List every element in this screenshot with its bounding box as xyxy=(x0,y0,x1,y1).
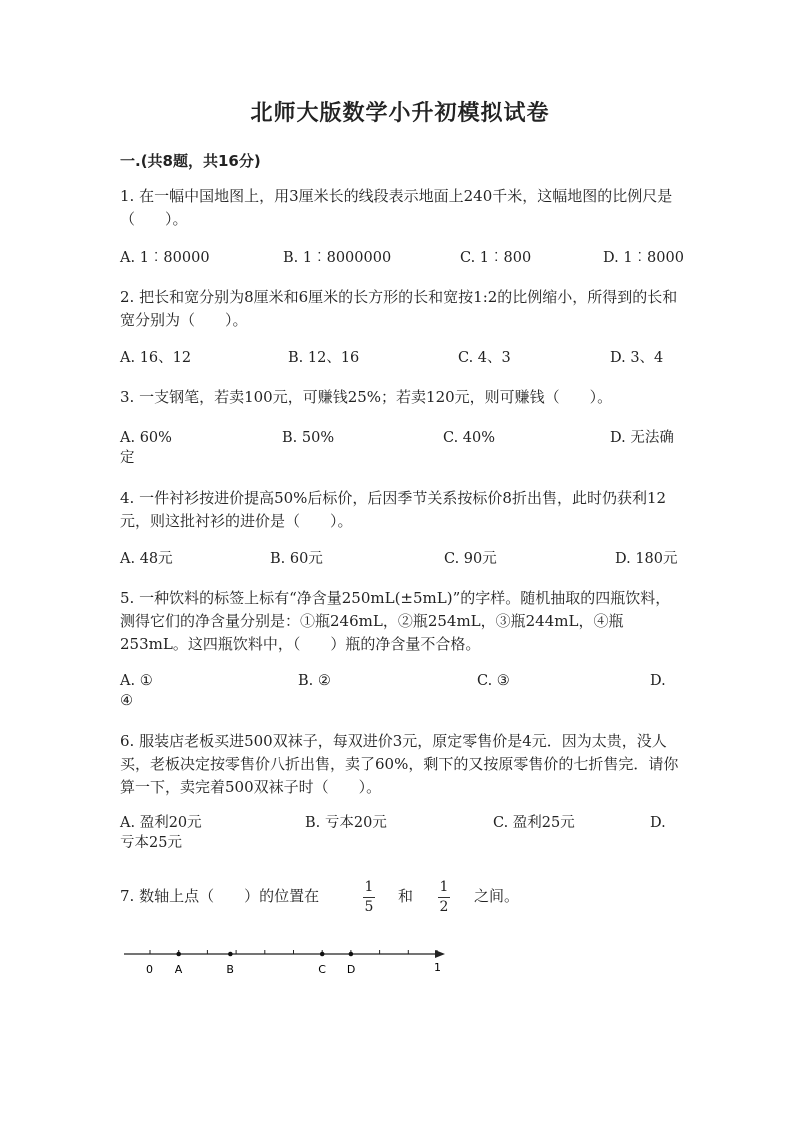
page-title: 北师大版数学小升初模拟试卷 xyxy=(250,101,550,126)
option-d[interactable]: D. 180元 xyxy=(615,551,678,567)
question-3-stem: 3. 一支钢笔，若卖100元，可赚钱25%；若卖120元，则可赚钱（ ）。 xyxy=(120,388,613,406)
point-b-dot xyxy=(228,952,233,957)
question-3-options xyxy=(0,428,800,472)
fraction-one-fifth xyxy=(361,879,377,916)
option-b[interactable]: B. 60元 xyxy=(270,551,323,567)
option-c[interactable]: C. 90元 xyxy=(444,551,497,567)
option-d[interactable]: D. 3、4 xyxy=(610,350,664,366)
point-d-label: D xyxy=(346,963,356,976)
option-c[interactable]: C. 40% xyxy=(443,430,496,446)
option-d[interactable]: D. 无法确定 xyxy=(120,430,674,466)
label-one: 1 xyxy=(434,961,441,974)
question-5-stem: 5. 一种饮料的标签上标有“净含量250mL(±5mL)”的字样。随机抽取的四瓶饮料，测得它们的净含量分别是：①瓶246mL，②瓶254mL，③瓶244mL，④瓶253mL。这四瓶饮料中，（ ）瓶的净含量不合格。 xyxy=(120,589,671,653)
fraction-numerator: 1 xyxy=(439,879,449,895)
fraction-bar xyxy=(363,897,375,898)
fraction-one-half xyxy=(436,879,452,916)
point-c-label: C xyxy=(318,963,326,976)
question-2-stem: 2. 把长和宽分别为8厘米和6厘米的长方形的长和宽按1:2的比例缩小，所得到的长和宽分别为（ ）。 xyxy=(120,288,678,329)
point-d-dot xyxy=(349,952,354,957)
option-a[interactable]: A. 盈利20元 xyxy=(120,815,202,831)
option-b[interactable]: B. 12、16 xyxy=(288,350,360,366)
option-b[interactable]: B. ② xyxy=(298,673,331,689)
option-c[interactable]: C. 4、3 xyxy=(458,350,511,366)
point-a-dot xyxy=(176,952,181,957)
question-4-stem: 4. 一件衬衫按进价提高50%后标价，后因季节关系按标价8折出售，此时仍获利12元，则这批衬衫的进价是（ ）。 xyxy=(120,489,667,530)
question-6-stem: 6. 服装店老板买进500双袜子，每双进价3元，原定零售价是4元．因为太贵，没人买，老板决定按零售价八折出售，卖了60%，剩下的又按原零售价的七折售完．请你算一下，卖完着500双袜子时（ ）。 xyxy=(120,732,679,796)
option-a[interactable]: A. 60% xyxy=(120,430,172,446)
option-d[interactable]: D. 亏本25元 xyxy=(120,815,666,851)
option-c[interactable]: C. 盈利25元 xyxy=(493,815,575,831)
fraction-denominator: 2 xyxy=(439,899,449,915)
question-5-options xyxy=(0,671,800,715)
number-line-diagram xyxy=(122,940,462,980)
fraction-numerator: 1 xyxy=(364,879,374,895)
option-d[interactable]: D. 1︰8000 xyxy=(603,250,684,266)
option-b[interactable]: B. 亏本20元 xyxy=(305,815,387,831)
question-6-options xyxy=(0,813,800,857)
option-a[interactable]: A. 48元 xyxy=(120,551,173,567)
option-a[interactable]: A. 16、12 xyxy=(120,350,192,366)
option-c[interactable]: C. 1︰800 xyxy=(460,250,532,266)
question-1-stem: 1. 在一幅中国地图上，用3厘米长的线段表示地面上240千米，这幅地图的比例尺是（ ）。 xyxy=(120,187,673,228)
label-zero: 0 xyxy=(146,963,153,976)
option-a[interactable]: A. ① xyxy=(120,673,153,689)
option-b[interactable]: B. 1︰8000000 xyxy=(283,250,392,266)
option-a[interactable]: A. 1︰80000 xyxy=(120,250,210,266)
fraction-bar xyxy=(438,897,450,898)
point-c-dot xyxy=(320,952,325,957)
option-d[interactable]: D. ④ xyxy=(120,673,666,709)
question-7-stem-b: 和 xyxy=(398,887,414,905)
section-heading: 一.(共8题，共16分) xyxy=(120,152,261,170)
fraction-denominator: 5 xyxy=(364,899,374,915)
point-b-label: B xyxy=(226,963,234,976)
point-a-label: A xyxy=(174,963,183,976)
question-7-stem-c: 之间。 xyxy=(474,887,520,905)
option-c[interactable]: C. ③ xyxy=(477,673,510,689)
option-b[interactable]: B. 50% xyxy=(282,430,335,446)
question-7-stem-a: 7. 数轴上点（ ）的位置在 xyxy=(120,887,320,905)
